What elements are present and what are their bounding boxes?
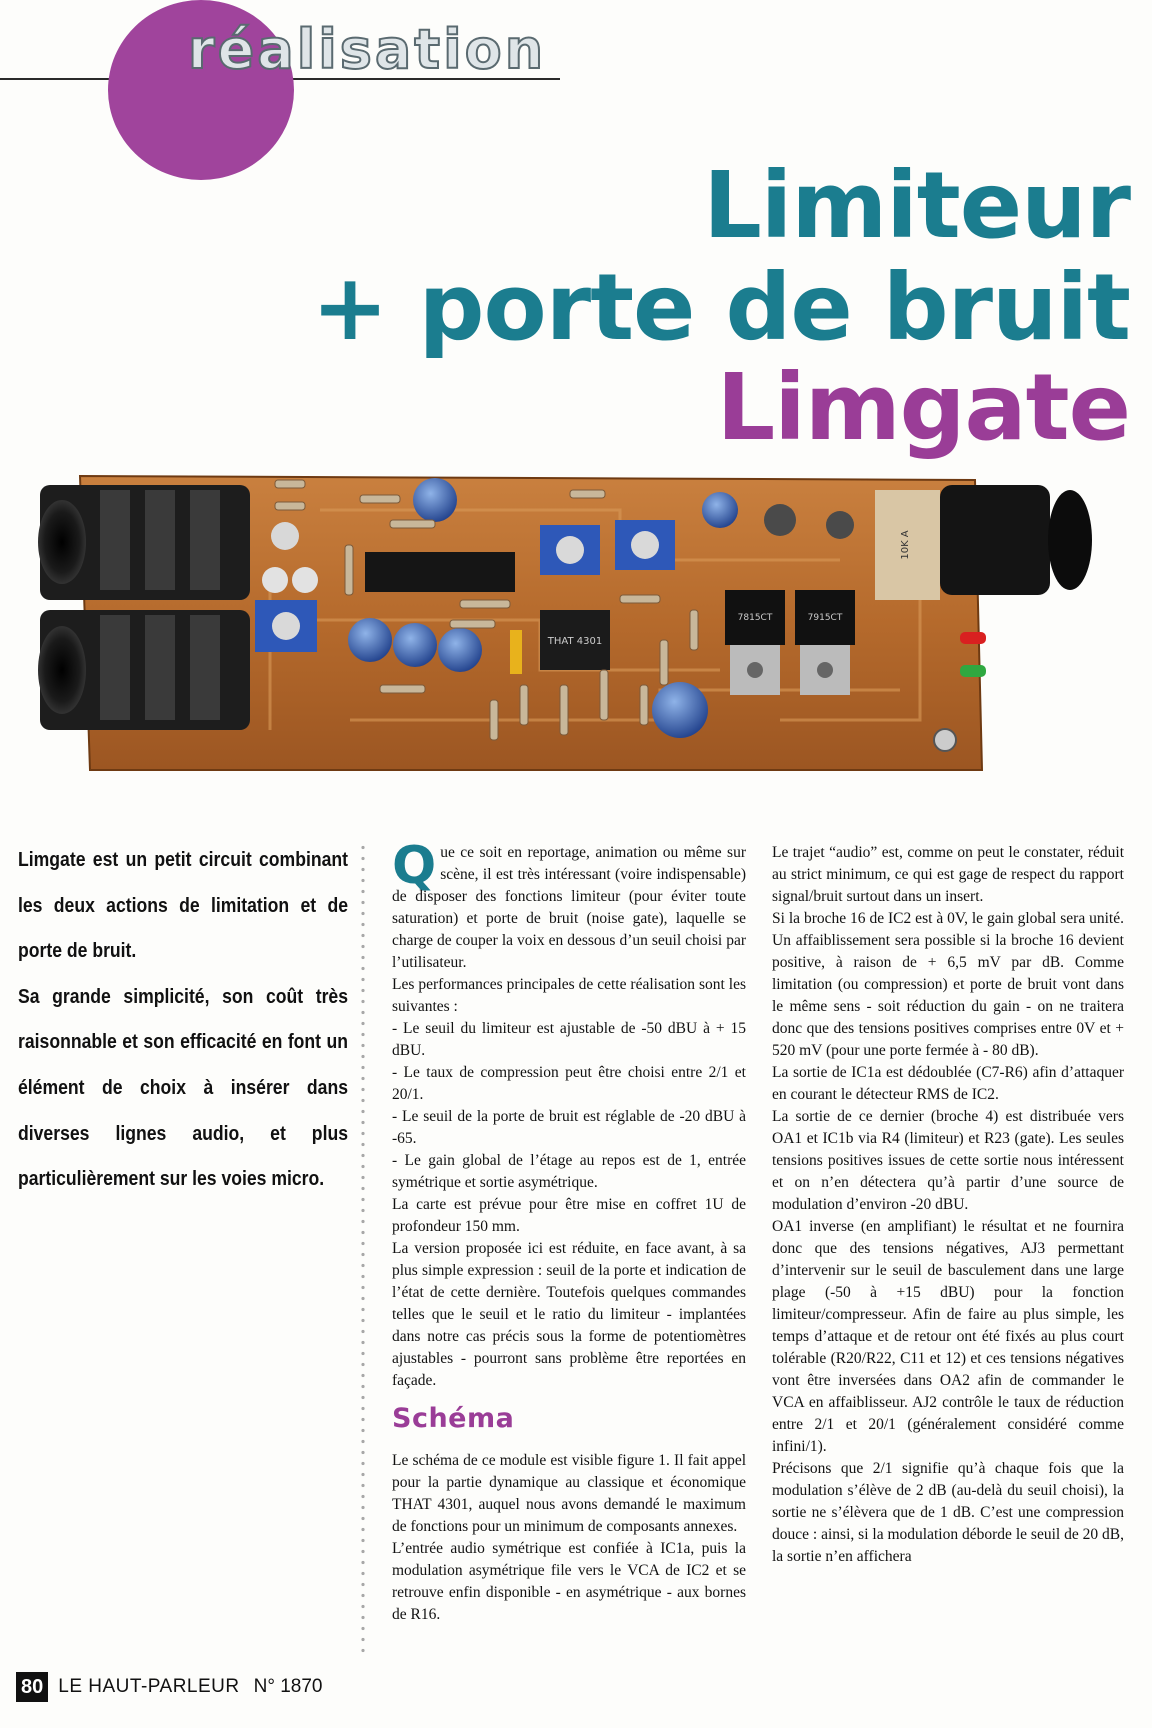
drop-cap: Q [392,836,437,896]
lead-paragraph [18,838,348,1203]
led-red [960,632,986,644]
title-line-2: + porte de bruit [311,254,1130,361]
circuit-board-photo [20,470,1132,790]
lead-text-1: Limgate est un petit circuit combinant les deux actions de limitation et de porte de bruit. [18,849,348,963]
intro-paragraph [392,836,746,974]
ic2-chip [540,610,610,670]
paragraph: Si la broche 16 de IC2 est à 0V, le gain global sera unité. Un affaiblissement sera possible si la broche 16 devient positive, à raison de + 6,5 mV par dB. Comme limitation (ou compression) et porte de bruit vont dans le même sens - soit réduction du gain - on ne traitera donc que des tensions positives comprises entre 0V et + 520 mV (pour une porte fermée à - 80 dB). [772,910,1124,1059]
paragraph: L’entrée audio symétrique est confiée à IC1a, puis la modulation asymétrique file vers le VCA de IC2 et se retrouve enfin disponible - en asymétrique - aux bornes de R16. [392,1540,746,1623]
ic1-chip [365,552,515,592]
reg1-label: 7815CT [737,613,773,623]
paragraph: La sortie de ce dernier (broche 4) est distribuée vers OA1 et IC1b via R4 (limiteur) et R23 (gate). Les seules tensions positives issues de cette sortie nous intéressent et on n’en détectera qu’à partir d’une source de modulation d’environ -20 dBU. [772,1108,1124,1213]
bullet-item: - Le seuil du limiteur est ajustable de -50 dBU à + 15 dBU. [392,1020,746,1059]
pot-label: 10K A [900,530,911,560]
reg2-label: 7915CT [807,613,843,623]
paragraph: Le trajet “audio” est, comme on peut le constater, réduit au strict minimum, ce qui est gage de respect du rapport signal/bruit surtout dans un insert. [772,844,1124,905]
paragraph: Les performances principales de cette réalisation sont les suivantes : [392,976,746,1015]
paragraph: Précisons que 2/1 signifie qu’à chaque fois que la modulation s’élève de 2 dB (au-delà du seuil choisi), la sortie ne s’élèvera que de 1 dB. C’est une compression douce : ainsi, si la modulation déborde le seuil de 20 dB, la sortie n’en affichera [772,1460,1124,1565]
bullet-item: - Le taux de compression peut être choisi entre 2/1 et 20/1. [392,1064,746,1103]
gate-potentiometer [875,485,1092,600]
ic2-label: THAT 4301 [547,636,603,647]
publication-name: LE HAUT-PARLEUR [58,1676,240,1697]
lead-text-2: Sa grande simplicité, son coût très raisonnable et son efficacité en font un élément de choix à insérer dans diverses lignes audio, et plus particulièrement sur les voies micro. [18,985,348,1191]
article-column-3 [772,842,1124,1568]
jack-socket-bottom [38,610,250,730]
issue-number: N° 1870 [253,1676,323,1697]
regulator-7815 [725,590,785,695]
column-dotted-divider [361,842,365,1658]
led-green [960,665,986,677]
title-line-3: Limgate [716,354,1130,461]
paragraph: La sortie de IC1a est dédoublée (C7-R6) afin d’attaquer en courant le détecteur RMS de IC2. [772,1064,1124,1103]
jack-socket-top [38,485,250,600]
page-number: 80 [16,1672,48,1702]
article-column-2 [392,836,746,1626]
paragraph: La carte est prévue pour être mise en coffret 1U de profondeur 150 mm. [392,1196,746,1235]
page-footer [16,1672,322,1702]
paragraph: Le schéma de ce module est visible figure 1. Il fait appel pour la partie dynamique au classique et économique THAT 4301, auquel nous avons demandé le maximum de fonctions pour un minimum de composants annexes. [392,1452,746,1535]
paragraph: OA1 inverse (en amplifiant) le résultat et ne fournira donc que des tensions négatives, AJ3 permettant d’intervenir sur le seuil de basculement dans une large plage (-50 à +15 dBU) pour la fonction limiteur/compresseur. Afin de faire au plus simple, les temps d’attaque et de retour ont été fixés au plus court tolérable (R20/R22, C11 et 12) et ces tensions négatives vont être inversées dans OA2 afin de commander le VCA en affaiblisseur. AJ2 contrôle le taux de réduction entre 2/1 et 20/1 (généralement considéré comme infini/1). [772,1218,1124,1455]
section-label: réalisation [188,18,547,81]
bullet-item: - Le gain global de l’étage au repos est de 1, entrée symétrique et sortie asymétrique. [392,1152,746,1191]
bullet-item: - Le seuil de la porte de bruit est réglable de -20 dBU à -65. [392,1108,746,1147]
title-line-1: Limiteur [703,152,1130,259]
regulator-7915 [795,590,855,695]
paragraph: La version proposée ici est réduite, en face avant, à sa plus simple expression : seuil de la porte et indication de l’état de cette dernière. Toutefois quelques commandes telles que le seuil et le ratio du limiteur - implantées dans notre cas précis sous la forme de potentiomètres ajustables - pourront sans problème être reportées en façade. [392,1240,746,1389]
section-heading-schema: Schéma [392,1403,515,1434]
intro-text: ue ce soit en reportage, animation ou même sur scène, il est très intéressant (voire indispensable) de disposer des fonctions limiteur (pour éviter toute saturation) et porte de bruit (noise gate), laquelle se charge de couper la voix en dessous d’un seuil choisi par l’utilisateur. [392,844,746,971]
